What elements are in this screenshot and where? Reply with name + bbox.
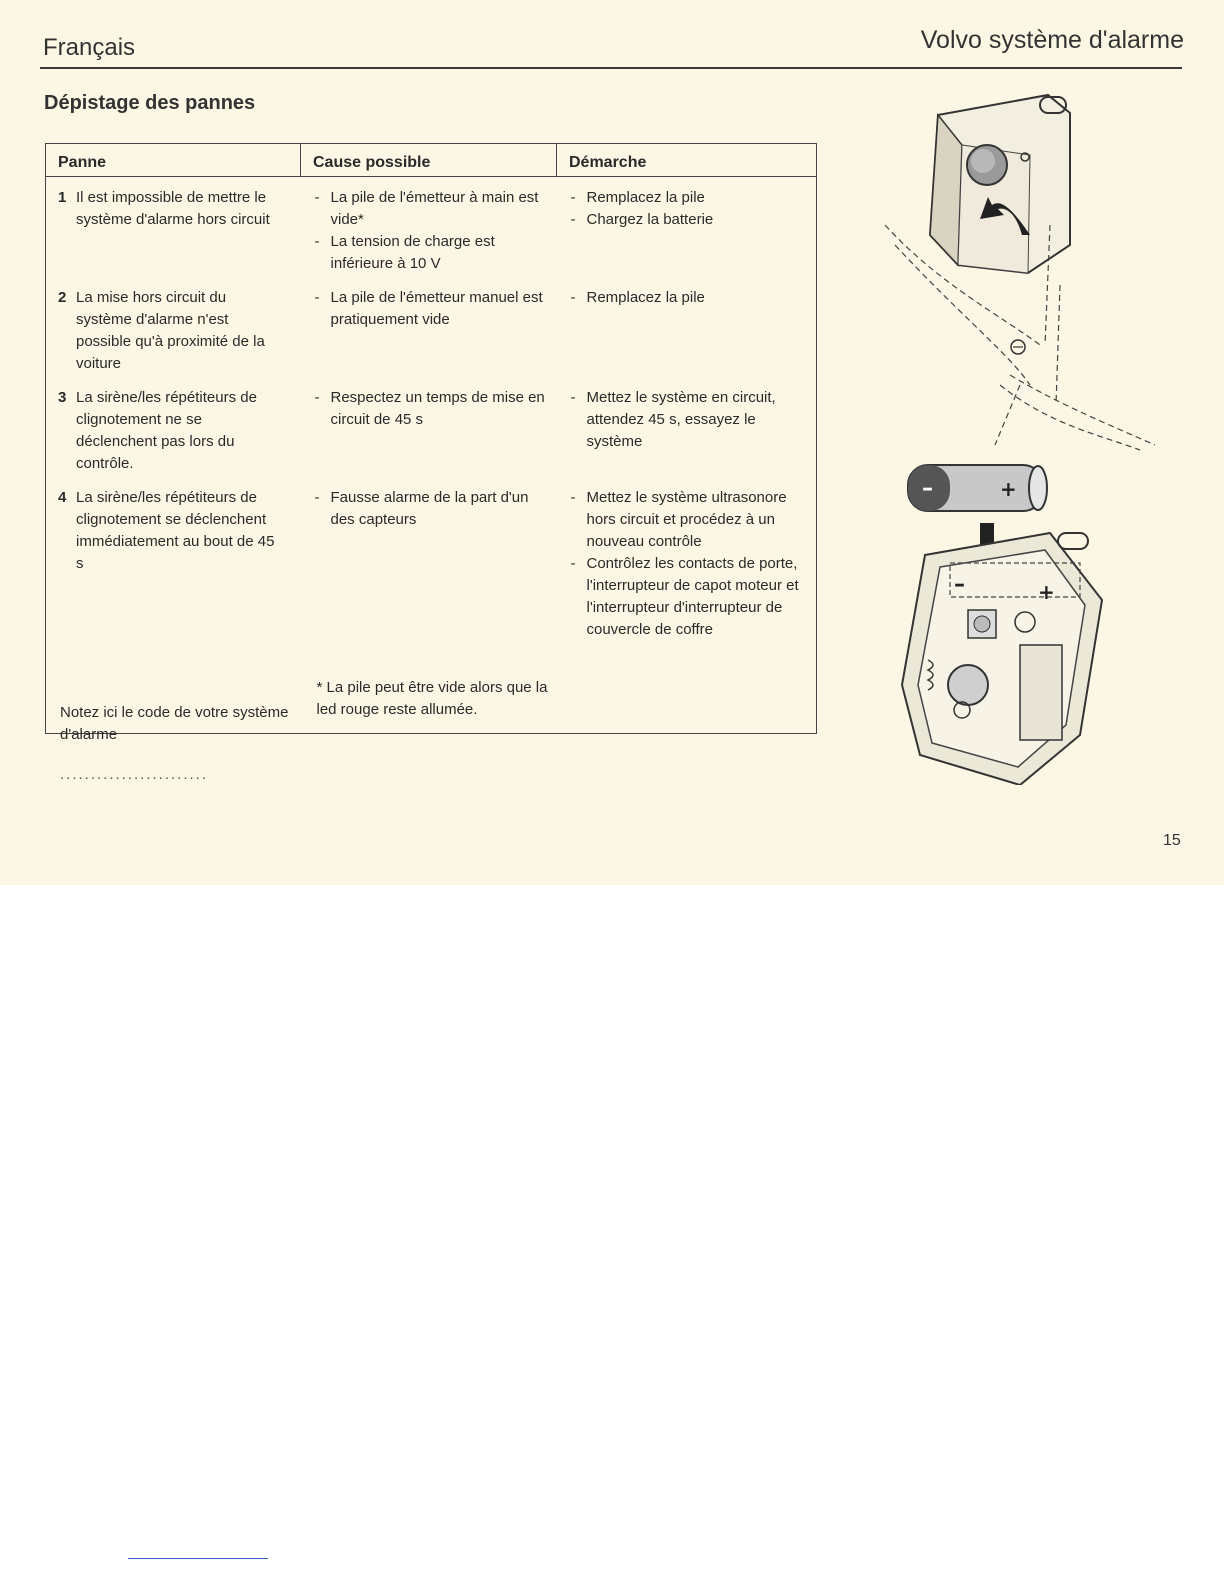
demarche-item: - Chargez la batterie (569, 209, 809, 231)
troubleshooting-table (45, 143, 817, 734)
open-remote-icon (902, 533, 1102, 785)
slot-plus-label: + (1038, 580, 1055, 604)
panne-cell (46, 177, 301, 288)
panne-text: La mise hors circuit du système d'alarme n'est possible qu'à proximité de la voiture (76, 289, 265, 372)
demarche-item: - Remplacez la pile (569, 187, 809, 209)
panne-text: La sirène/les répétiteurs de clignotement se déclenchent immédiatement au bout de 45 s (76, 489, 275, 572)
cause-cell (301, 387, 557, 487)
row-number: 3 (58, 389, 67, 406)
remote-battery-illustration (880, 85, 1160, 785)
demarche-cell (557, 387, 817, 487)
code-note: Notez ici le code de votre système d'alarme (60, 704, 289, 743)
cause-item: - Respectez un temps de mise en circuit de 45 s (313, 387, 549, 431)
demarche-item: - Remplacez la pile (569, 287, 809, 309)
row-number: 1 (58, 189, 67, 206)
panne-text: La sirène/les répétiteurs de clignotement ne se déclenchent pas lors du contrôle. (76, 389, 257, 472)
battery-icon (908, 465, 1047, 511)
table-row (46, 177, 817, 288)
cause-cell (301, 287, 557, 387)
cause-item: - La pile de l'émetteur manuel est pratiquement vide (313, 287, 549, 331)
panne-cell (46, 287, 301, 387)
table-row (46, 487, 817, 734)
header-language: Français (43, 34, 136, 61)
column-header-cause: Cause possible (301, 144, 557, 177)
column-header-panne: Panne (46, 144, 301, 177)
panne-cell (46, 487, 301, 734)
slot-minus-label: – (954, 572, 965, 597)
header-rule (40, 67, 1182, 69)
page-number: 15 (1163, 832, 1181, 849)
demarche-cell (557, 487, 817, 734)
table-row (46, 287, 817, 387)
battery-plus-label: + (1000, 477, 1017, 501)
cause-item: - La tension de charge est inférieure à 10 V (313, 231, 549, 275)
header-title: Volvo système d'alarme (920, 26, 1184, 54)
table-header-row (46, 144, 817, 177)
row-number: 2 (58, 289, 67, 306)
demarche-cell (557, 287, 817, 387)
demarche-item: - Mettez le système ultrasonore hors circuit et procédez à un nouveau contrôle (569, 487, 809, 553)
footnote: * La pile peut être vide alors que la led rouge reste allumée. (316, 679, 548, 718)
clip-symbol-icon (1011, 340, 1025, 354)
code-dotted-line: ........................ (60, 766, 209, 783)
demarche-item: - Mettez le système en circuit, attendez 45 s, essayez le système (569, 387, 809, 453)
bottom-rule (128, 1558, 268, 1559)
battery-minus-label: – (922, 476, 933, 501)
cause-cell (301, 177, 557, 288)
column-header-demarche: Démarche (557, 144, 817, 177)
table-row (46, 387, 817, 487)
cause-item: - Fausse alarme de la part d'un des capteurs (313, 487, 549, 531)
panne-cell (46, 387, 301, 487)
demarche-cell (557, 177, 817, 288)
panne-text: Il est impossible de mettre le système d'alarme hors circuit (76, 189, 270, 228)
cause-cell (301, 487, 557, 734)
section-title: Dépistage des pannes (44, 92, 256, 114)
row-number: 4 (58, 489, 67, 506)
cause-item: - La pile de l'émetteur à main est vide* (313, 187, 549, 231)
demarche-item: - Contrôlez les contacts de porte, l'interrupteur de capot moteur et l'interrupteur d'interrupteur de couvercle de coffre (569, 553, 809, 641)
